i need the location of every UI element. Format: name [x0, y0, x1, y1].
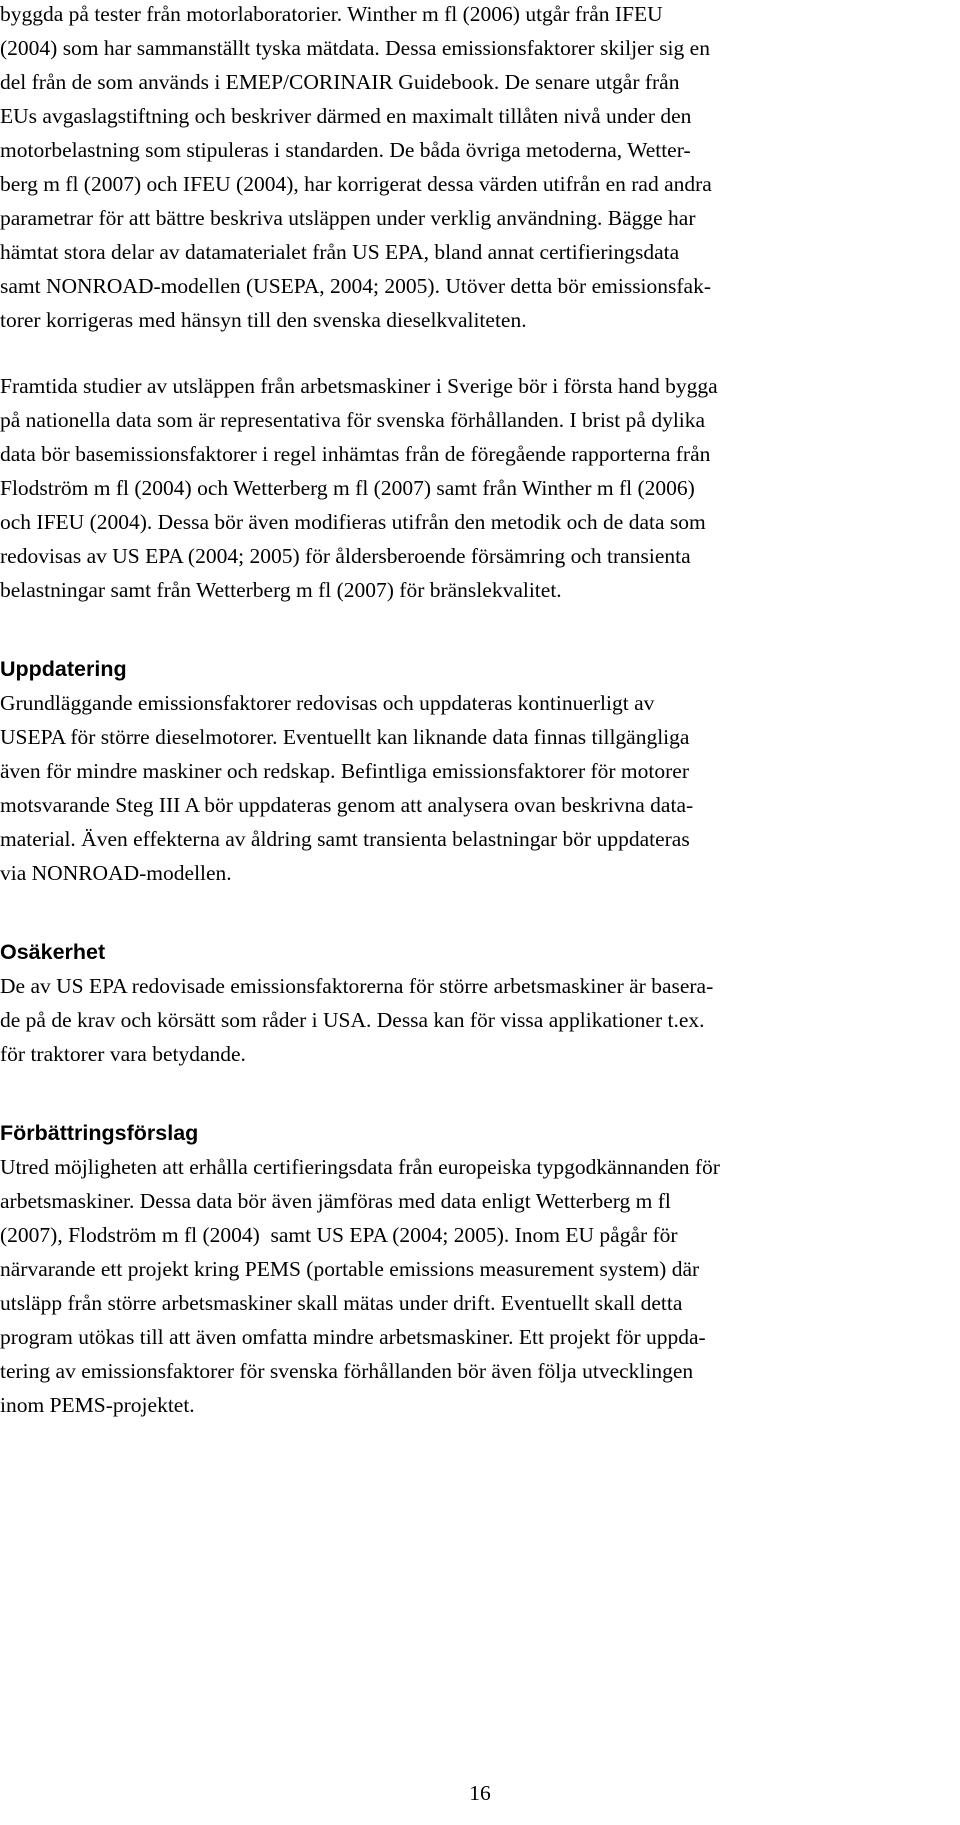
paragraph-line: via NONROAD-modellen. — [0, 861, 232, 885]
paragraph-line: för traktorer vara betydande. — [0, 1042, 246, 1066]
paragraph-line: inom PEMS-projektet. — [0, 1393, 195, 1417]
paragraph-line: redovisas av US EPA (2004; 2005) för åldersberoende försämring och transienta — [0, 544, 691, 568]
paragraph-line: De av US EPA redovisade emissionsfaktorerna för större arbetsmaskiner är basera- — [0, 974, 714, 998]
paragraph-line: närvarande ett projekt kring PEMS (portable emissions measurement system) där — [0, 1257, 700, 1281]
paragraph-line: Flodström m fl (2004) och Wetterberg m fl (2007) samt från Winther m fl (2006) — [0, 476, 695, 500]
section-heading: Osäkerhet — [0, 940, 106, 964]
paragraph-line: de på de krav och körsätt som råder i USA. Dessa kan för vissa applikationer t.ex. — [0, 1008, 705, 1032]
paragraph-line: på nationella data som är representativa för svenska förhållanden. I brist på dylika — [0, 408, 706, 432]
paragraph-line: tering av emissionsfaktorer för svenska förhållanden bör även följa utvecklingen — [0, 1359, 694, 1383]
section-heading: Förbättringsförslag — [0, 1121, 199, 1145]
paragraph-line: parametrar för att bättre beskriva utsläppen under verklig användning. Bägge har — [0, 206, 696, 230]
paragraph-line: samt NONROAD-modellen (USEPA, 2004; 2005). Utöver detta bör emissionsfak- — [0, 274, 712, 298]
paragraph-line: del från de som används i EMEP/CORINAIR Guidebook. De senare utgår från — [0, 70, 680, 94]
paragraph-line: hämtat stora delar av datamaterialet från US EPA, bland annat certifieringsdata — [0, 240, 680, 264]
paragraph-line: berg m fl (2007) och IFEU (2004), har korrigerat dessa värden utifrån en rad andra — [0, 172, 712, 196]
paragraph-line: material. Även effekterna av åldring samt transienta belastningar bör uppdateras — [0, 827, 690, 851]
page-number: 16 — [469, 1781, 491, 1805]
paragraph-line: (2007), Flodström m fl (2004) samt US EPA (2004; 2005). Inom EU pågår för — [0, 1223, 678, 1247]
paragraph-line: data bör basemissionsfaktorer i regel inhämtas från de föregående rapporterna från — [0, 442, 711, 466]
paragraph-line: motorbelastning som stipuleras i standarden. De båda övriga metoderna, Wetter- — [0, 138, 691, 162]
paragraph-line: EUs avgaslagstiftning och beskriver därmed en maximalt tillåten nivå under den — [0, 104, 692, 128]
paragraph-line: motsvarande Steg III A bör uppdateras genom att analysera ovan beskrivna data- — [0, 793, 694, 817]
paragraph-line: Grundläggande emissionsfaktorer redovisas och uppdateras kontinuerligt av — [0, 691, 655, 715]
paragraph-line: Utred möjligheten att erhålla certifieringsdata från europeiska typgodkännanden för — [0, 1155, 720, 1179]
paragraph-line: och IFEU (2004). Dessa bör även modifieras utifrån den metodik och de data som — [0, 510, 706, 534]
section-heading: Uppdatering — [0, 657, 127, 681]
paragraph-line: (2004) som har sammanställt tyska mätdata. Dessa emissionsfaktorer skiljer sig en — [0, 36, 710, 60]
paragraph-line: belastningar samt från Wetterberg m fl (2007) för bränslekvalitet. — [0, 578, 562, 602]
paragraph-line: program utökas till att även omfatta mindre arbetsmaskiner. Ett projekt för uppda- — [0, 1325, 706, 1349]
paragraph-line: arbetsmaskiner. Dessa data bör även jämföras med data enligt Wetterberg m fl — [0, 1189, 671, 1213]
paragraph-line: torer korrigeras med hänsyn till den svenska dieselkvaliteten. — [0, 308, 527, 332]
paragraph-line: utsläpp från större arbetsmaskiner skall mätas under drift. Eventuellt skall detta — [0, 1291, 683, 1315]
paragraph-line: byggda på tester från motorlaboratorier. Winther m fl (2006) utgår från IFEU — [0, 2, 663, 26]
paragraph-line: Framtida studier av utsläppen från arbetsmaskiner i Sverige bör i första hand bygga — [0, 374, 718, 398]
paragraph-line: USEPA för större dieselmotorer. Eventuellt kan liknande data finnas tillgängliga — [0, 725, 690, 749]
paragraph-line: även för mindre maskiner och redskap. Befintliga emissionsfaktorer för motorer — [0, 759, 689, 783]
